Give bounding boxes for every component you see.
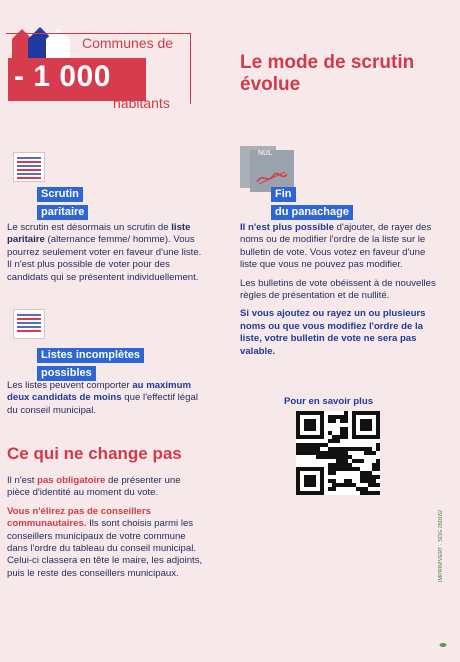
id-paragraph: Il n'est pas obligatoire de présenter une pièce d'identité au moment du vote. — [7, 475, 181, 499]
list-document-icon — [13, 152, 45, 182]
communautaires-paragraph: Vous n'élirez pas de conseillers communautaires. Ils sont choisis parmi les conseillers municipaux de votre commune dans l'ordre du tableau du conseil municipal. Celui-ci classera en tête le maire, les adjoints, puis le reste des conseillers municipaux. — [7, 505, 203, 579]
ballot-nul-label: NUL — [258, 150, 273, 157]
section-title-unchanged: Ce qui ne change pas — [7, 444, 182, 463]
learn-more-label: Pour en savoir plus — [284, 396, 374, 407]
panachage-p3: Si vous ajoutez ou rayez un ou plusieurs noms ou que vous modifiez l'ordre de la liste, votre bulletin de vote ne sera pas valable. — [240, 308, 426, 357]
page-title: Le mode de scrutin évolue — [240, 52, 415, 95]
panachage-paragraphs — [240, 222, 438, 364]
qr-code[interactable] — [296, 411, 380, 495]
habitants-label: habitants — [113, 95, 170, 111]
population-threshold: - 1 000 — [14, 60, 111, 93]
list-document-icon — [13, 309, 45, 339]
fin-panachage-badge — [271, 184, 353, 220]
unchanged-paragraphs — [7, 475, 203, 586]
badge-line-1: Scrutin — [37, 187, 83, 202]
communes-de-label: Communes de — [82, 35, 174, 51]
listes-incompletes-badge — [37, 345, 144, 381]
leaf-icon — [439, 642, 447, 648]
scrutin-paritaire-badge — [37, 184, 88, 220]
panachage-p1: Il n'est plus possible d'ajouter, de rayer des noms ou de modifier l'ordre de la liste sur le bulletin de vote. Vous votez en faveur d'une liste que vous ne pouvez pas modifier. — [240, 222, 432, 271]
panachage-p2: Les bulletins de vote obéissent à de nouvelles règles de présentation et de nullité. — [240, 277, 436, 302]
badge-line-2: possibles — [37, 366, 96, 381]
badge-line-1: Fin — [271, 187, 296, 202]
print-mention: IMPRIM'VERT · SDG 260162 — [438, 509, 444, 582]
badge-line-2: paritaire — [37, 205, 88, 220]
badge-line-1: Listes incomplètes — [37, 348, 144, 363]
badge-line-2: du panachage — [271, 205, 353, 220]
listes-paragraph: Les listes peuvent comporter au maximum deux candidats de moins que l'effectif légal du conseil municipal. — [7, 380, 198, 416]
scrutin-paragraph: Le scrutin est désormais un scrutin de liste paritaire (alternance femme/ homme). Vous pourrez seulement voter en faveur d'une liste. Il n'est plus possible de voter pour des candidats qui se présentent individuellement. — [7, 222, 202, 283]
